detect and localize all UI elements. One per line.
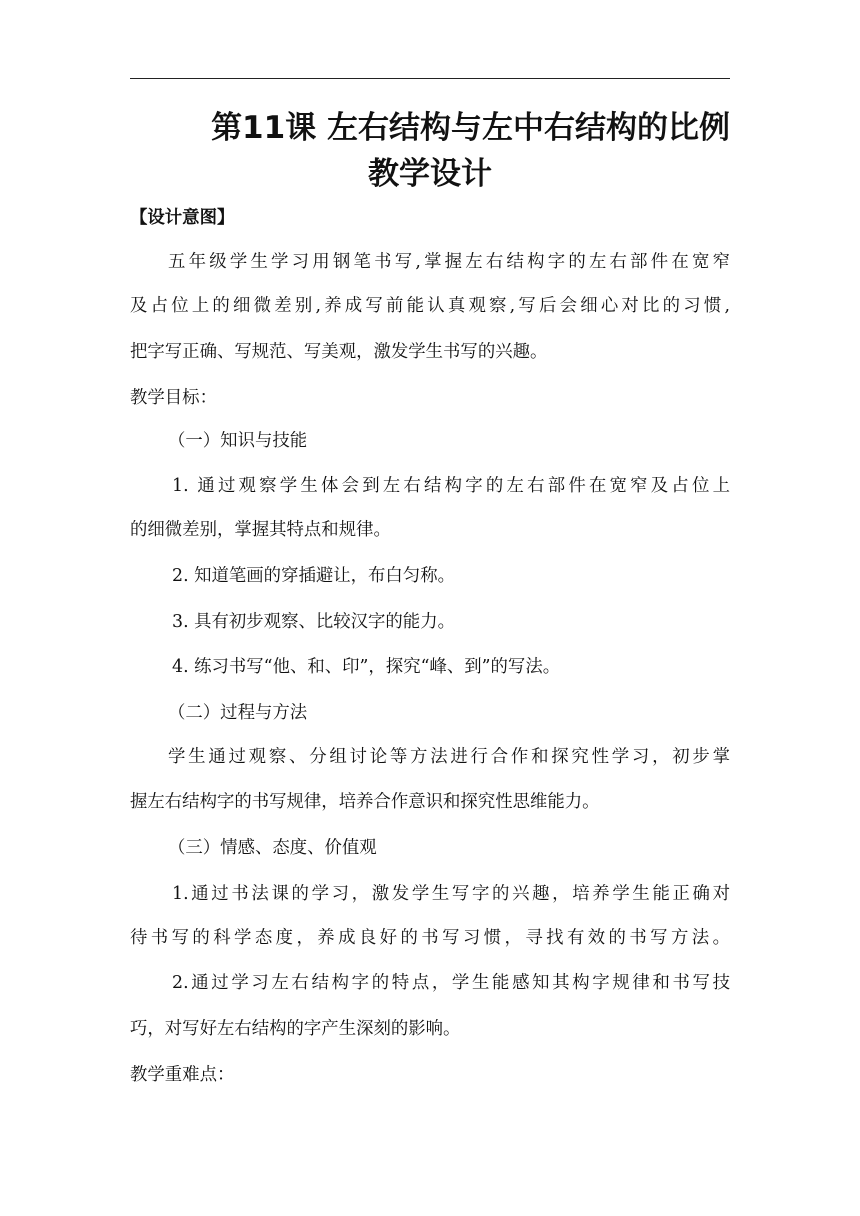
design-intro-line-1: 五年级学生学习用钢笔书写,掌握左右结构字的左右部件在宽窄 [168, 252, 730, 272]
process-line-1: 学生通过观察、分组讨论等方法进行合作和探究性学习，初步掌 [168, 747, 730, 767]
objective-item-1-line-2: 的细微差别，掌握其特点和规律。 [130, 520, 391, 540]
objective-item-4: 4. 练习书写“他、和、印”，探究“峰、到”的写法。 [172, 657, 561, 677]
section-process-heading: （二）过程与方法 [168, 703, 308, 723]
values-item-1-line-2: 待书写的科学态度，养成良好的书写习惯，寻找有效的书写方法。 [130, 928, 730, 948]
objective-item-2: 2. 知道笔画的穿插避让，布白匀称。 [172, 566, 455, 586]
document-title-line1: 第11课 左右结构与左中右结构的比例 [211, 110, 730, 146]
design-intro-line-3: 把字写正确、写规范、写美观，激发学生书写的兴趣。 [130, 342, 548, 362]
document-title-line2: 教学设计 [368, 156, 492, 192]
values-item-1-line-1: 1.通过书法课的学习，激发学生写字的兴趣，培养学生能正确对 [172, 884, 730, 904]
design-intro-line-2: 及占位上的细微差别,养成写前能认真观察,写后会细心对比的习惯, [130, 296, 730, 316]
section-values-heading: （三）情感、态度、价值观 [168, 838, 377, 858]
objectives-heading: 教学目标： [130, 388, 217, 408]
difficulties-heading: 教学重难点： [130, 1065, 235, 1085]
objective-item-1-line-1: 1. 通过观察学生体会到左右结构字的左右部件在宽窄及占位上 [172, 476, 730, 496]
values-item-2-line-2: 巧，对写好左右结构的字产生深刻的影响。 [130, 1019, 461, 1039]
design-intent-heading: 【设计意图】 [130, 208, 235, 228]
header-rule [130, 78, 730, 79]
process-line-2: 握左右结构字的书写规律，培养合作意识和探究性思维能力。 [130, 792, 600, 812]
values-item-2-line-1: 2.通过学习左右结构字的特点，学生能感知其构字规律和书写技 [172, 973, 730, 993]
objective-item-3: 3. 具有初步观察、比较汉字的能力。 [172, 612, 455, 632]
section-knowledge-heading: （一）知识与技能 [168, 431, 308, 451]
